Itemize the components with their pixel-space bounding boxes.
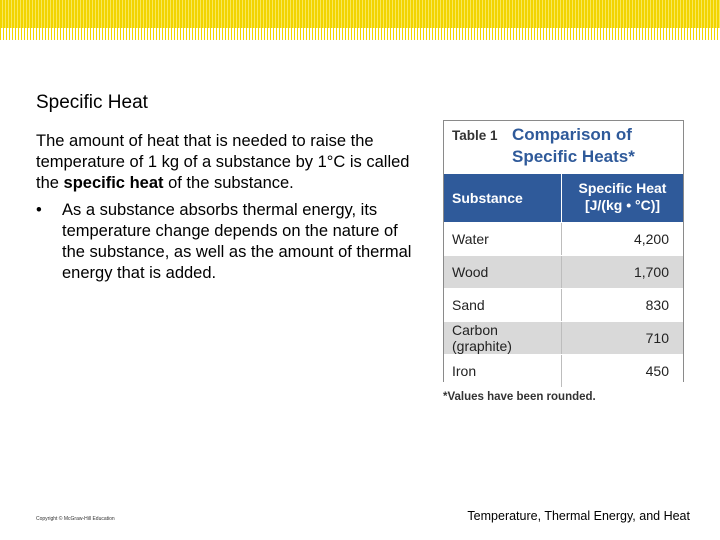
table-title-line-1: Comparison of [512,125,632,144]
table-row [444,222,683,255]
footer-section-title: Temperature, Thermal Energy, and Heat [467,509,690,523]
decorative-top-band [0,0,720,40]
table-footnote: *Values have been rounded. [443,391,596,403]
table-row [444,354,683,387]
table-column-headers [444,173,683,222]
value-cell: 710 [645,330,669,346]
paragraph-text-end: of the substance. [163,174,294,192]
table-header [444,121,683,173]
bullet-text: As a substance absorbs thermal energy, its temperature change depends on the nature of the substance, as well as the amount of thermal energy that is added. [62,201,412,282]
table-title [512,124,635,168]
column-header-specific-heat-line-1: Specific Heat [578,180,667,196]
substance-cell: Carbon (graphite) [444,322,562,354]
bullet-point [36,200,422,284]
column-header-specific-heat [562,174,683,222]
bullet-icon: • [36,201,42,219]
substance-cell: Water [444,223,562,255]
column-header-substance: Substance [444,174,562,222]
copyright-text: Copyright © McGraw-Hill Education [36,516,115,522]
value-cell: 1,700 [633,264,669,280]
substance-cell: Wood [444,256,562,288]
table-row [444,255,683,288]
value-cell: 450 [645,363,669,379]
paragraph-text-start: The amount of heat that is needed to raise the temperature of 1 kg of a substance by 1°C is called the [36,132,410,192]
slide-title: Specific Heat [36,92,148,113]
substance-cell: Sand [444,289,562,321]
specific-heat-table [443,120,684,382]
definition-paragraph [36,131,422,194]
table-title-line-2: Specific Heats* [512,147,635,166]
paragraph-bold-term: specific heat [63,174,164,192]
substance-cell: Iron [444,355,562,387]
table-row [444,288,683,321]
column-header-units: [J/(kg • °C)] [584,197,661,213]
table-number: Table 1 [452,128,498,143]
value-cell: 4,200 [633,231,669,247]
table-row [444,321,683,354]
value-cell: 830 [645,297,669,313]
